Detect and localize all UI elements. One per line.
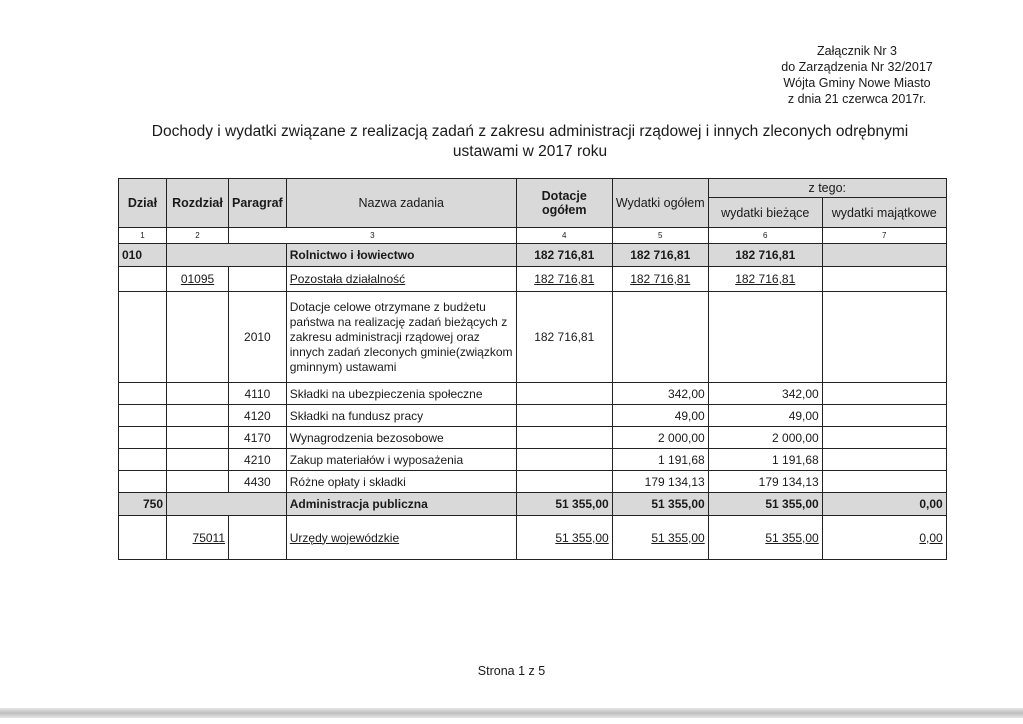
biezace-value: 2 000,00 <box>708 427 822 449</box>
majatkowe-value <box>822 267 946 292</box>
dotacje-value: 182 716,81 <box>516 244 612 267</box>
scan-edge-strip <box>0 708 1023 718</box>
paragraf-code: 4120 <box>229 405 287 427</box>
header-z-tego: z tego: <box>708 179 946 198</box>
col-num-2: 2 <box>167 228 229 244</box>
rozdzial-code: 01095 <box>167 267 229 292</box>
subsection-row-75011 <box>119 516 947 560</box>
dzial-code: 010 <box>119 244 167 267</box>
biezace-value: 51 355,00 <box>708 516 822 560</box>
item-row <box>119 427 947 449</box>
issue-date: z dnia 21 czerwca 2017r. <box>787 92 927 106</box>
item-name: Zakup materiałów i wyposażenia <box>286 449 516 471</box>
subsection-name: Pozostała działalność <box>286 267 516 292</box>
dotacje-value: 182 716,81 <box>516 292 612 383</box>
biezace-value: 342,00 <box>708 383 822 405</box>
col-num-5: 5 <box>612 228 708 244</box>
wydatki-value: 1 191,68 <box>612 449 708 471</box>
column-number-row <box>119 228 947 244</box>
header-paragraf: Paragraf <box>229 179 287 228</box>
dotacje-value: 51 355,00 <box>516 516 612 560</box>
wydatki-value: 49,00 <box>612 405 708 427</box>
section-name: Administracja publiczna <box>286 493 516 516</box>
majatkowe-value: 0,00 <box>822 493 946 516</box>
item-name: Różne opłaty i składki <box>286 471 516 493</box>
rozdzial-code: 75011 <box>167 516 229 560</box>
paragraf-code: 4210 <box>229 449 287 471</box>
header-biezace: wydatki bieżące <box>708 198 822 228</box>
header-dotacje: Dotacje ogółem <box>516 179 612 228</box>
dotacje-value: 51 355,00 <box>516 493 612 516</box>
section-row-010 <box>119 244 947 267</box>
col-num-3: 3 <box>229 228 517 244</box>
wydatki-value: 182 716,81 <box>612 244 708 267</box>
budget-table <box>118 178 947 560</box>
biezace-value: 179 134,13 <box>708 471 822 493</box>
wydatki-value: 182 716,81 <box>612 267 708 292</box>
attachment-number: Załącznik Nr 3 <box>817 44 897 58</box>
wydatki-value: 51 355,00 <box>612 516 708 560</box>
header-row-1 <box>119 179 947 198</box>
header-rozdzial: Rozdział <box>167 179 229 228</box>
item-name: Składki na ubezpieczenia społeczne <box>286 383 516 405</box>
page-number: Strona 1 z 5 <box>477 664 546 678</box>
wydatki-value: 2 000,00 <box>612 427 708 449</box>
document-title <box>60 122 1000 162</box>
wydatki-value: 179 134,13 <box>612 471 708 493</box>
col-num-4: 4 <box>516 228 612 244</box>
biezace-value: 51 355,00 <box>708 493 822 516</box>
majatkowe-value: 0,00 <box>822 516 946 560</box>
biezace-value: 182 716,81 <box>708 267 822 292</box>
item-row <box>119 383 947 405</box>
subsection-row-01095 <box>119 267 947 292</box>
biezace-value: 49,00 <box>708 405 822 427</box>
dzial-code: 750 <box>119 493 167 516</box>
dotacje-value: 182 716,81 <box>516 267 612 292</box>
paragraph-description: Dotacje celowe otrzymane z budżetu państwa na realizację zadań bieżących z zakresu administracji rządowej oraz innych zadań zleconych gminie(związkom gminnym) ustawami <box>286 292 516 383</box>
wydatki-value: 342,00 <box>612 383 708 405</box>
header-wydatki: Wydatki ogółem <box>612 179 708 228</box>
paragraf-code: 2010 <box>229 292 287 383</box>
section-name: Rolnictwo i łowiectwo <box>286 244 516 267</box>
title-line-2: ustawami w 2017 roku <box>452 143 608 160</box>
biezace-value: 182 716,81 <box>708 244 822 267</box>
issuer: Wójta Gminy Nowe Miasto <box>783 76 931 90</box>
col-num-6: 6 <box>708 228 822 244</box>
header-dzial: Dział <box>119 179 167 228</box>
section-row-750 <box>119 493 947 516</box>
title-line-1: Dochody i wydatki związane z realizacją zadań z zakresu administracji rządowej i innych zleconych odrębnymi <box>151 123 909 140</box>
wydatki-value: 51 355,00 <box>612 493 708 516</box>
subsection-name: Urzędy wojewódzkie <box>286 516 516 560</box>
header-nazwa: Nazwa zadania <box>286 179 516 228</box>
regulation-reference: do Zarządzenia Nr 32/2017 <box>781 60 933 74</box>
item-row <box>119 471 947 493</box>
paragraf-code: 4430 <box>229 471 287 493</box>
attachment-header <box>757 43 957 107</box>
item-row <box>119 449 947 471</box>
majatkowe-value <box>822 244 946 267</box>
item-name: Składki na fundusz pracy <box>286 405 516 427</box>
col-num-1: 1 <box>119 228 167 244</box>
item-name: Wynagrodzenia bezosobowe <box>286 427 516 449</box>
item-row <box>119 405 947 427</box>
paragraf-code: 4170 <box>229 427 287 449</box>
biezace-value: 1 191,68 <box>708 449 822 471</box>
header-majatkowe: wydatki majątkowe <box>822 198 946 228</box>
paragraph-row-2010 <box>119 292 947 383</box>
paragraf-code: 4110 <box>229 383 287 405</box>
col-num-7: 7 <box>822 228 946 244</box>
